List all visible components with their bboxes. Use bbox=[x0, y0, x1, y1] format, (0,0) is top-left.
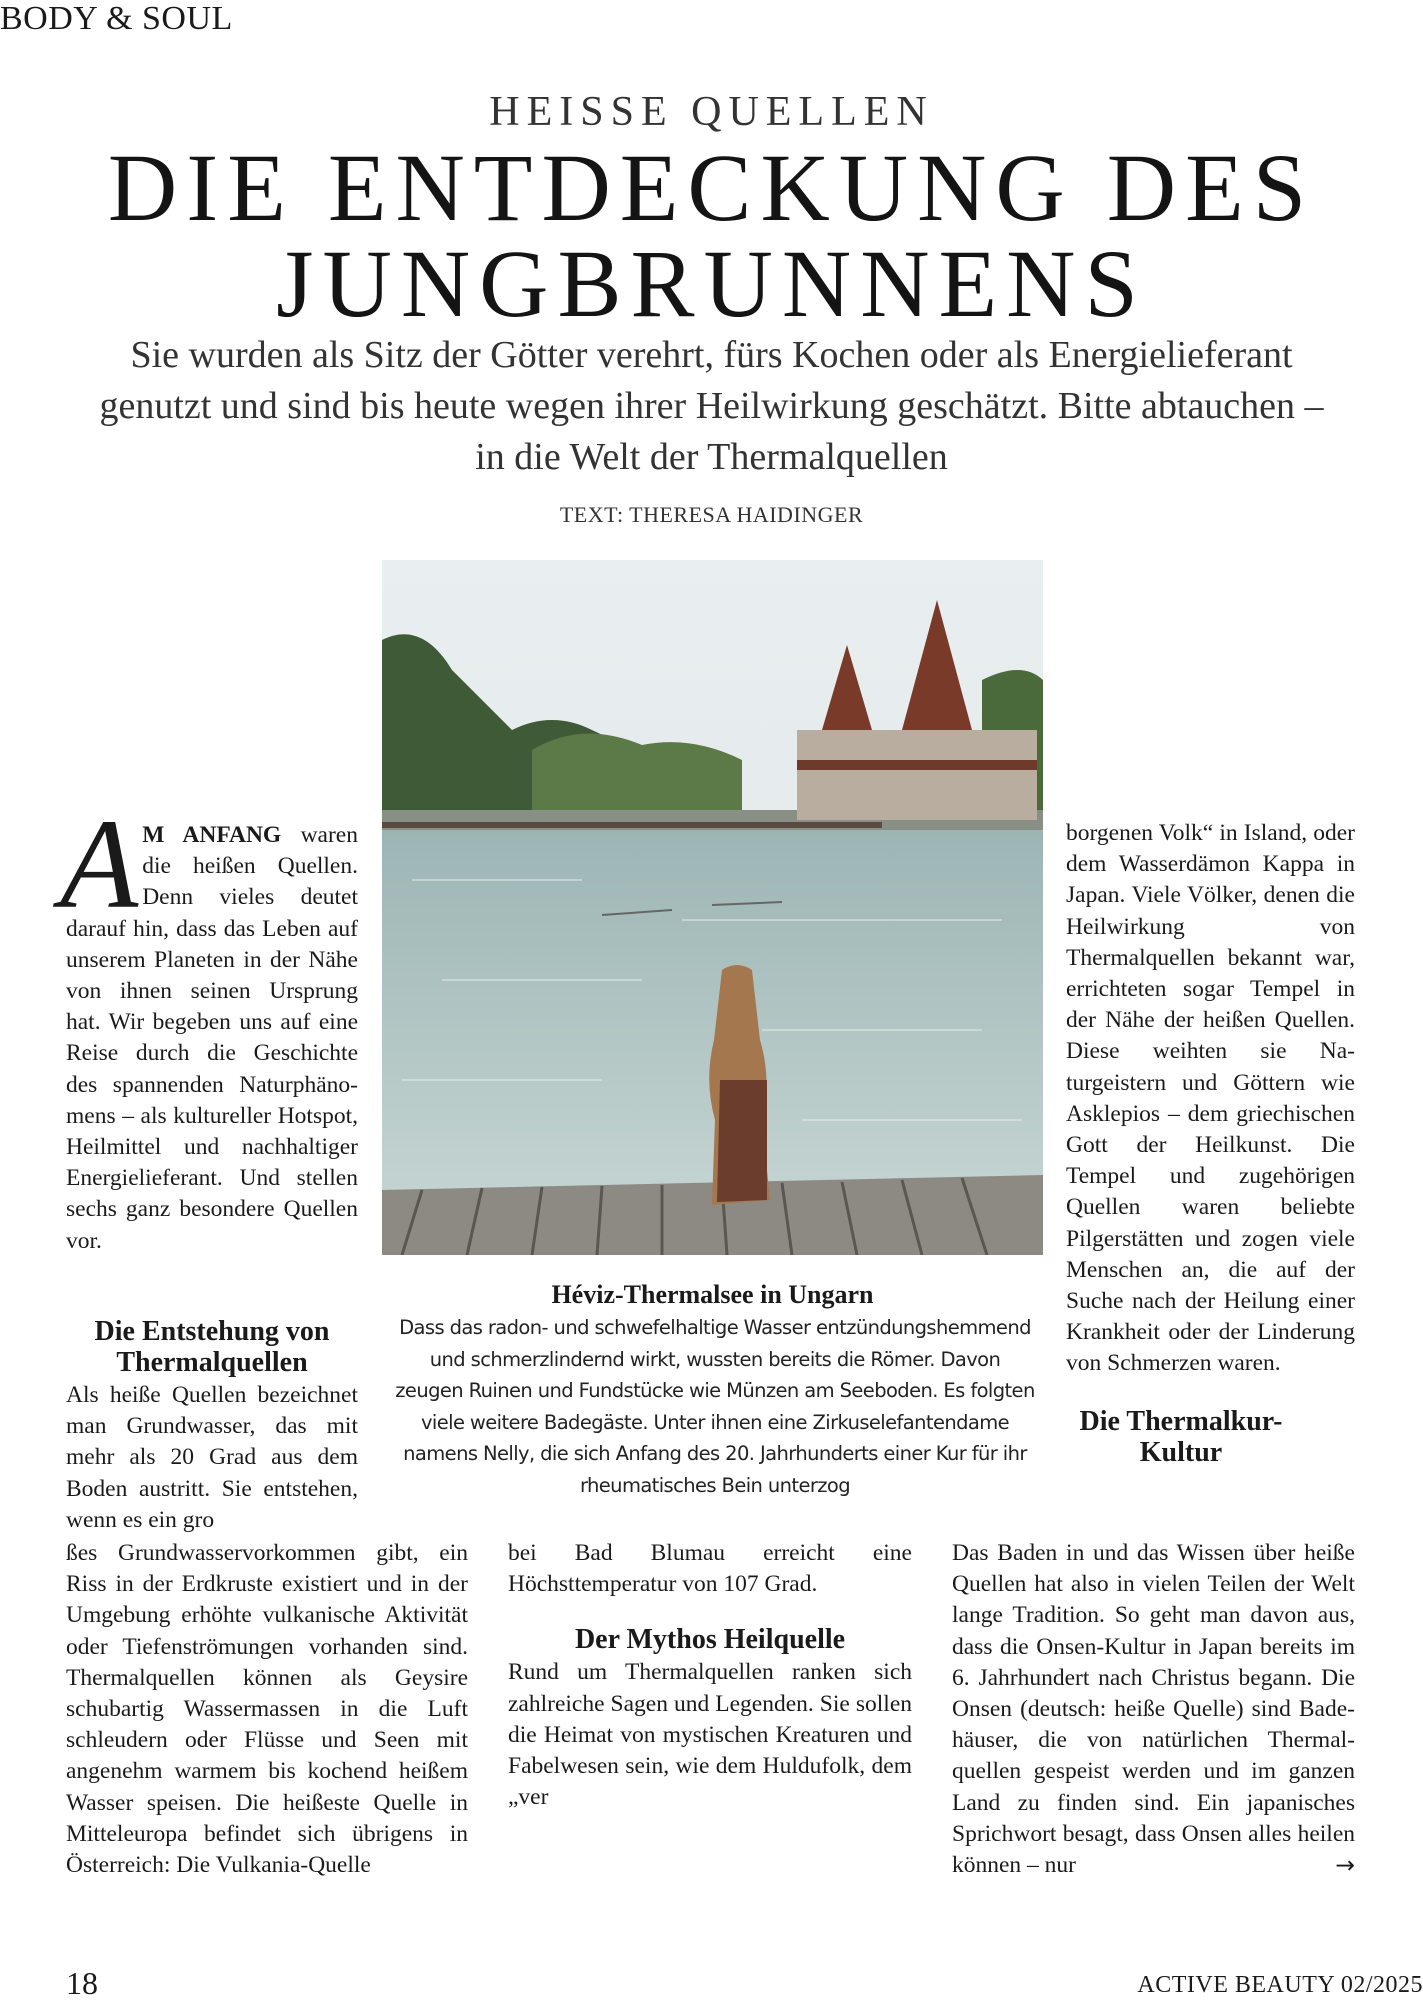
mythos-text-b: borgenen Volk“ in Island, oder dem Wasserdämon Kappa in Japan. Viele Völker, denen die Heilwirkung von Thermalquellen bekannt war, errichteten sogar Tempel in der Nähe der heißen Quellen. Diese weihten sie Naturgeistern und Göttern wie Asklepios – dem griechischen Gott der Heilkunst. Die Tempel und zugehörigen Quellen waren beliebte Pilgerstätten und zogen viele Menschen an, die auf der Suche nach der Heilung einer Krankheit oder der Linderung von Schmerzen waren. bbox=[1066, 820, 1355, 1377]
article-kicker: HEISSE QUELLEN bbox=[489, 89, 934, 135]
publication-issue: ACTIVE BEAUTY 02/2025 bbox=[1137, 1972, 1423, 1998]
article-deck: Sie wurden als Sitz der Götter verehrt, fürs Kochen oder als Energielieferant genutzt und sind bis heute wegen ihrer Heilwirkung geschätzt. Bitte abtauchen – in die Welt der Thermalquellen bbox=[99, 334, 1324, 478]
lead-text: waren die heißen Quellen. Denn vieles deutet darauf hin, dass das Leben auf unserem Planeten in der Nähe von ihnen seinen Ursprung hat. Wir begeben uns auf eine Reise durch die Geschichte des spannenden Naturphänomens – als kultureller Hotspot, Heilmittel und nachhaltiger Energielieferant. Und stellen sechs ganz besondere Quellen vor. bbox=[66, 822, 358, 1254]
lead-paragraph bbox=[60, 793, 358, 1257]
article-title bbox=[0, 134, 1423, 337]
heading-entstehung: Die Entstehung von Thermalquellen bbox=[94, 1316, 330, 1378]
middle-column bbox=[508, 1538, 912, 1813]
title-line-1: DIE ENTDECKUNG DES bbox=[107, 134, 1316, 241]
kultur-text-a: Das Baden in und das Wissen über heiße Quellen hat also in vielen Teilen der Welt lange Tradition. So geht man davon aus, dass die Onsen-Kultur in Japan bereits im 6. Jahrhundert nach Christus begann. Die Onsen (deutsch: heiße Quelle) sind Badehäuser, die von natürlichen Thermalquellen gespeist werden und im ganzen Land zu finden sind. Ein japanisches Sprichwort besagt, dass Onsen alles heilen können – nur bbox=[952, 1540, 1355, 1879]
entstehung-block bbox=[66, 1316, 358, 1536]
mythos-text-a: Rund um Thermalquellen ranken sich zahlreiche Sagen und Legenden. Sie sollen die Heimat von mystischen Kreaturen und Fabelwesen sein, wie dem Huldufolk, dem „ver bbox=[508, 1659, 912, 1811]
photo-caption-text: Dass das radon- und schwefelhaltige Wasser entzündungshemmend und schmerzlindernd wirkt, wussten bereits die Römer. Davon zeugen Ruinen und Fundstücke wie Münzen am Seeboden. Es folgten viele weitere Badegäste. Unter ihnen eine Zirkuselefantendame namens Nelly, die sich Anfang des 20. Jahrhunderts einer Kur für ihr rheumatisches Bein unterzog bbox=[395, 1316, 1035, 1497]
kultur-block bbox=[952, 1538, 1355, 1881]
heading-mythos: Der Mythos Heilquelle bbox=[574, 1624, 846, 1656]
entstehung-text-a: Als heiße Quellen bezeichnet man Grundwasser, das mit mehr als 20 Grad aus dem Boden austritt. Sie entstehen, wenn es ein gro bbox=[66, 1382, 358, 1533]
lead-caps: M ANFANG bbox=[142, 822, 282, 848]
heading-kultur: Die Thermalkur-Kultur bbox=[1079, 1405, 1283, 1468]
section-label: BODY & SOUL bbox=[0, 0, 233, 37]
lake-photo bbox=[382, 560, 1043, 1255]
photo-caption-title: Héviz-Thermalsee in Ungarn bbox=[551, 1280, 874, 1309]
page-number: 18 bbox=[66, 1965, 98, 2001]
drop-cap: A bbox=[60, 793, 139, 935]
title-line-2: JUNGBRUNNENS bbox=[276, 230, 1147, 337]
heviz-lake-image bbox=[382, 560, 1043, 1255]
byline: TEXT: THERESA HAIDINGER bbox=[559, 502, 864, 527]
continue-arrow-icon: → bbox=[1335, 1851, 1355, 1880]
entstehung-text-c: bei Bad Blumau erreicht eine Höchsttemperatur von 107 Grad. bbox=[508, 1540, 912, 1598]
entstehung-text-b: ßes Grundwasservorkommen gibt, ein Riss in der Erdkruste existiert und in der Umgebung erhöhte vulkanische Aktivität oder Tiefenströmungen vorhanden sind. Thermalquellen können als Geysire schubartig Wassermassen in die Luft schleudern oder Flüsse und Seen mit angenehm warmem bis kochend heißem Wasser speisen. Die heißeste Quelle in Mitteleuropa befindet sich übrigens in Österreich: Die Vulkania-Quelle bbox=[66, 1540, 468, 1879]
kultur-text bbox=[952, 1538, 1355, 1881]
right-column bbox=[1066, 818, 1355, 1468]
